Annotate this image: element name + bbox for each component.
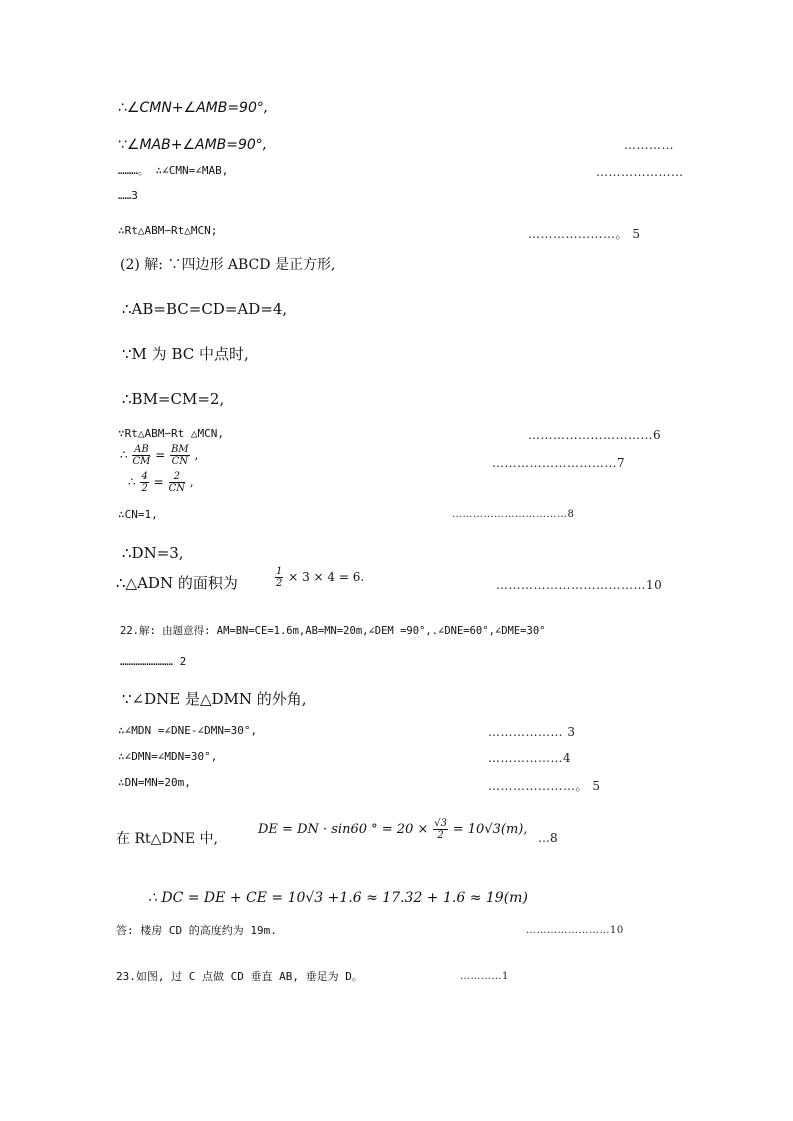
therefore-symbol: ∴ (120, 448, 128, 462)
line-right-triangle: 在 Rt△DNE 中, (116, 831, 218, 847)
equals-sign: = (153, 475, 164, 489)
fraction: $\frac{4}{2}$ (141, 471, 148, 494)
score-dots: ………… (624, 138, 674, 152)
score-mark-2: …………………… 2 (120, 655, 187, 668)
line-area-label: ∴△ADN 的面积为 (116, 574, 238, 592)
line-exterior-angle: ∵∠DNE 是△DMN 的外角, (122, 690, 307, 708)
line-angle-mdn: ∴∠MDN =∠DNE-∠DMN=30°, (118, 724, 258, 737)
fraction: $\frac{1}{2}$ (276, 566, 283, 589)
fraction: $\frac{AB}{CM}$ (132, 444, 151, 467)
comma: , (194, 448, 199, 462)
line-bm-cm: ∴BM=CM=2, (122, 390, 225, 408)
de-result: = 10√3(m), (452, 822, 528, 837)
area-expression: × 3 × 4 = 6. (288, 570, 365, 584)
score-mark-5: …………………。 5 (528, 227, 641, 241)
score-mark-7: …………………………7 (492, 456, 626, 470)
score-mark-6: …………………………6 (528, 428, 662, 442)
line-ratio-equation (120, 444, 198, 467)
line-area-formula (274, 566, 364, 589)
line-dc-result: ∴ DC = DE + CE = 10√3 +1.6 ≈ 17.32 + 1.6 ≈ 19(m) (148, 890, 528, 906)
score-mark-10: ……………………10 (526, 925, 624, 936)
fraction: $\frac{2}{CN}$ (168, 471, 185, 494)
score-mark-4: ………………4 (488, 751, 572, 765)
line-angle-dmn: ∴∠DMN=∠MDN=30°, (118, 750, 218, 763)
score-mark-10: ………………………………10 (496, 578, 663, 592)
line-dn: ∴DN=3, (122, 544, 184, 562)
score-mark-3: ……………… 3 (488, 725, 576, 739)
line-answer: 答: 楼房 CD 的高度约为 19m. (116, 924, 277, 937)
line-q23-intro: 23.如图, 过 C 点做 CD 垂直 AB, 垂足为 D。 (116, 970, 363, 983)
fraction: $\frac{√3}{2}$ (434, 818, 447, 841)
line-angle-sum-2: ∵∠MAB+∠AMB=90°, (118, 137, 268, 153)
score-mark-1: …………1 (460, 971, 509, 982)
score-dots: ………………… (596, 165, 684, 179)
line-dn-mn: ∴DN=MN=20m, (118, 776, 191, 789)
line-q22-given: 22.解: 由题意得: AM=BN=CE=1.6m,AB=MN=20m,∠DEM =90°,.∠DNE=60°,∠DME=30° (120, 625, 546, 637)
line-similar-triangles: ∴Rt△ABM∽Rt△MCN; (118, 224, 218, 237)
score-mark-8: …8 (538, 831, 558, 845)
line-similar-2: ∵Rt△ABM∽Rt △MCN, (118, 427, 224, 440)
comma: , (189, 475, 194, 489)
de-expression: DE = DN · sin60 ° = 20 × (258, 822, 429, 837)
line-de-formula (258, 818, 528, 841)
score-mark-3: ……3 (118, 189, 138, 202)
line-square-sides: ∴AB=BC=CD=AD=4, (122, 300, 288, 318)
line-part2-intro: (2) 解: ∵四边形 ABCD 是正方形, (120, 257, 336, 273)
line-cn: ∴CN=1, (118, 508, 158, 521)
line-angle-equal: ………。 ∴∠CMN=∠MAB, (118, 164, 229, 177)
line-angle-sum-1: ∴∠CMN+∠AMB=90°, (118, 100, 269, 116)
score-mark-8: ……………………………8 (452, 509, 575, 520)
equals-sign: = (155, 448, 166, 462)
therefore-symbol: ∴ (128, 475, 136, 489)
fraction: $\frac{BM}{CN}$ (171, 444, 189, 467)
line-ratio-substitution (128, 471, 194, 494)
line-midpoint: ∵M 为 BC 中点时, (122, 345, 249, 363)
score-mark-5: …………………。 5 (488, 779, 601, 793)
